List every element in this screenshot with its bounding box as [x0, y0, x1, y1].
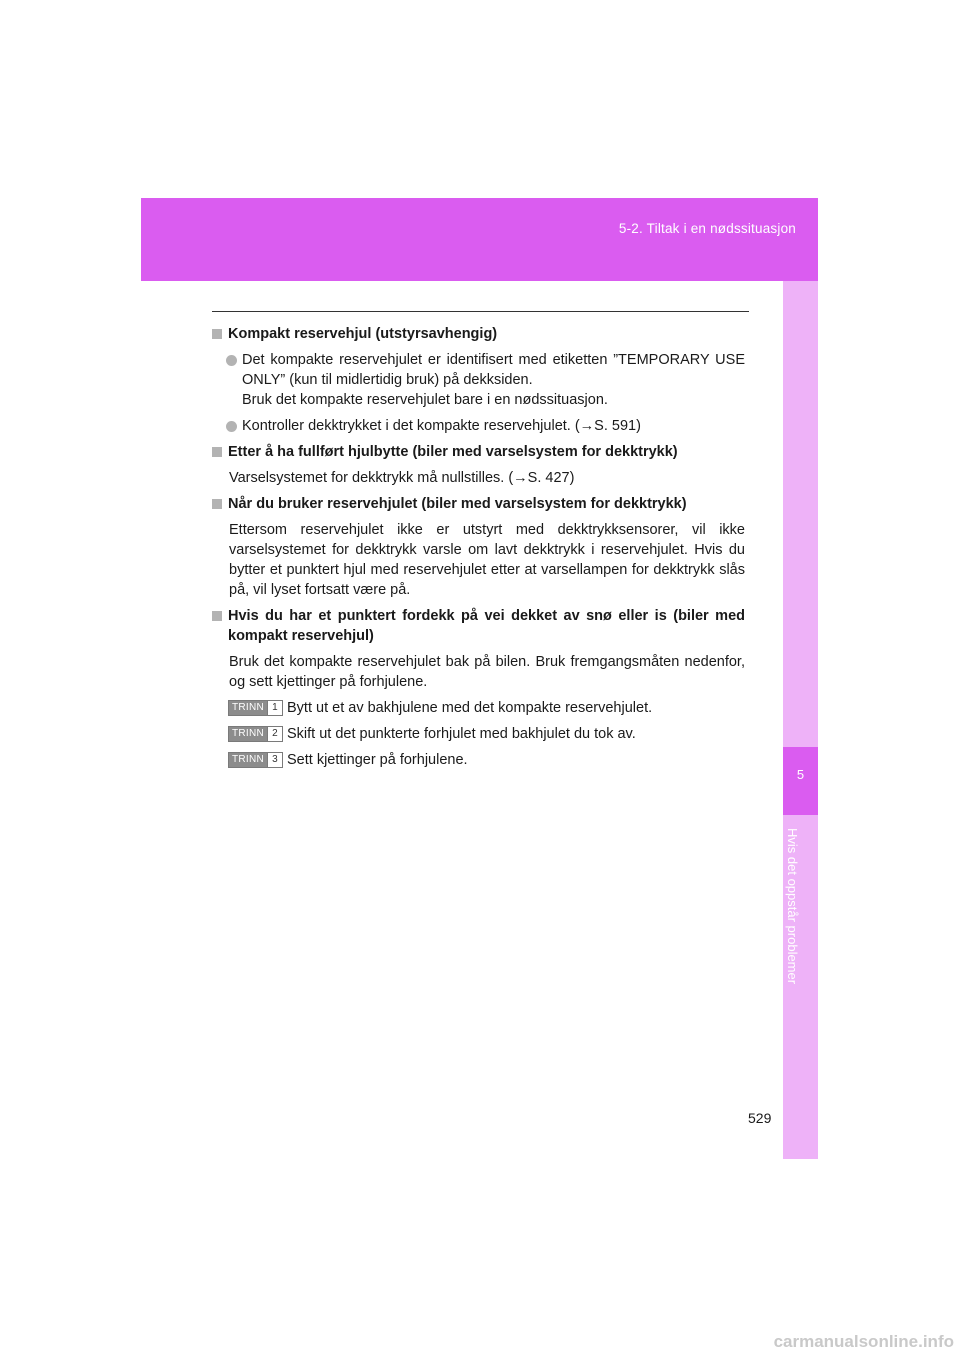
- paragraph: Varselsystemet for dekktrykk må nullstilles. (→S. 427): [229, 470, 575, 486]
- square-bullet-icon: [212, 447, 222, 457]
- top-divider: [212, 311, 749, 312]
- page-number: 529: [748, 1110, 772, 1126]
- chapter-label: Hvis det oppstår problemer: [785, 828, 800, 985]
- step-badge: TRINN 1: [228, 700, 283, 716]
- step-item: [212, 750, 745, 770]
- heading-flat-front-tire-snow: Hvis du har et punktert fordekk på vei dekket av snø eller is (biler med kompakt reservehjul): [212, 606, 745, 646]
- chapter-number-box: [783, 747, 818, 815]
- square-bullet-icon: [212, 329, 222, 339]
- heading-compact-spare: Kompakt reservehjul (utstyrsavhengig): [212, 324, 745, 344]
- step-text: Bytt ut et av bakhjulene med det kompakte reservehjulet.: [287, 700, 653, 716]
- heading-after-wheel-change: Etter å ha fullført hjulbytte (biler med varselsystem for dekktrykk): [212, 442, 745, 462]
- step-text: Sett kjettinger på forhjulene.: [287, 752, 468, 768]
- step-item: [212, 724, 745, 744]
- square-bullet-icon: [212, 611, 222, 621]
- square-bullet-icon: [212, 499, 222, 509]
- watermark: carmanualsonline.info: [773, 1332, 954, 1351]
- chapter-side-tab: [783, 281, 818, 1159]
- page-content: [212, 324, 745, 776]
- step-badge: TRINN 2: [228, 726, 283, 742]
- chapter-number: 5: [796, 767, 805, 782]
- circle-bullet-icon: [226, 421, 237, 432]
- circle-bullet-icon: [226, 355, 237, 366]
- paragraph: Bruk det kompakte reservehjulet bak på bilen. Bruk fremgangsmåten nedenfor, og sett kjettinger på forhjulene.: [229, 654, 745, 690]
- paragraph: Ettersom reservehjulet ikke er utstyrt med dekktrykksensorer, vil ikke varselsystemet for dekktrykk varsle om lavt dekktrykk i reservehjulet. Hvis du bytter et punktert hjul med reservehjulet etter at varsellampen for dekktrykk slås på, vil lyset fortsatt være på.: [229, 522, 745, 598]
- section-title: 5-2. Tiltak i en nødssituasjon: [618, 221, 796, 236]
- heading-using-spare: Når du bruker reservehjulet (biler med varselsystem for dekktrykk): [212, 494, 745, 514]
- step-badge: TRINN 3: [228, 752, 283, 768]
- bullet-item: Kontroller dekktrykket i det kompakte reservehjulet. (→S. 591): [212, 416, 745, 436]
- step-text: Skift ut det punkterte forhjulet med bakhjulet du tok av.: [287, 726, 636, 742]
- step-item: [212, 698, 745, 718]
- bullet-item: Det kompakte reservehjulet er identifisert med etiketten ”TEMPORARY USE ONLY” (kun til midlertidig bruk) på dekksiden. Bruk det kompakte reservehjulet bare i en nødssituasjon.: [212, 350, 745, 410]
- section-header-band: [141, 198, 818, 281]
